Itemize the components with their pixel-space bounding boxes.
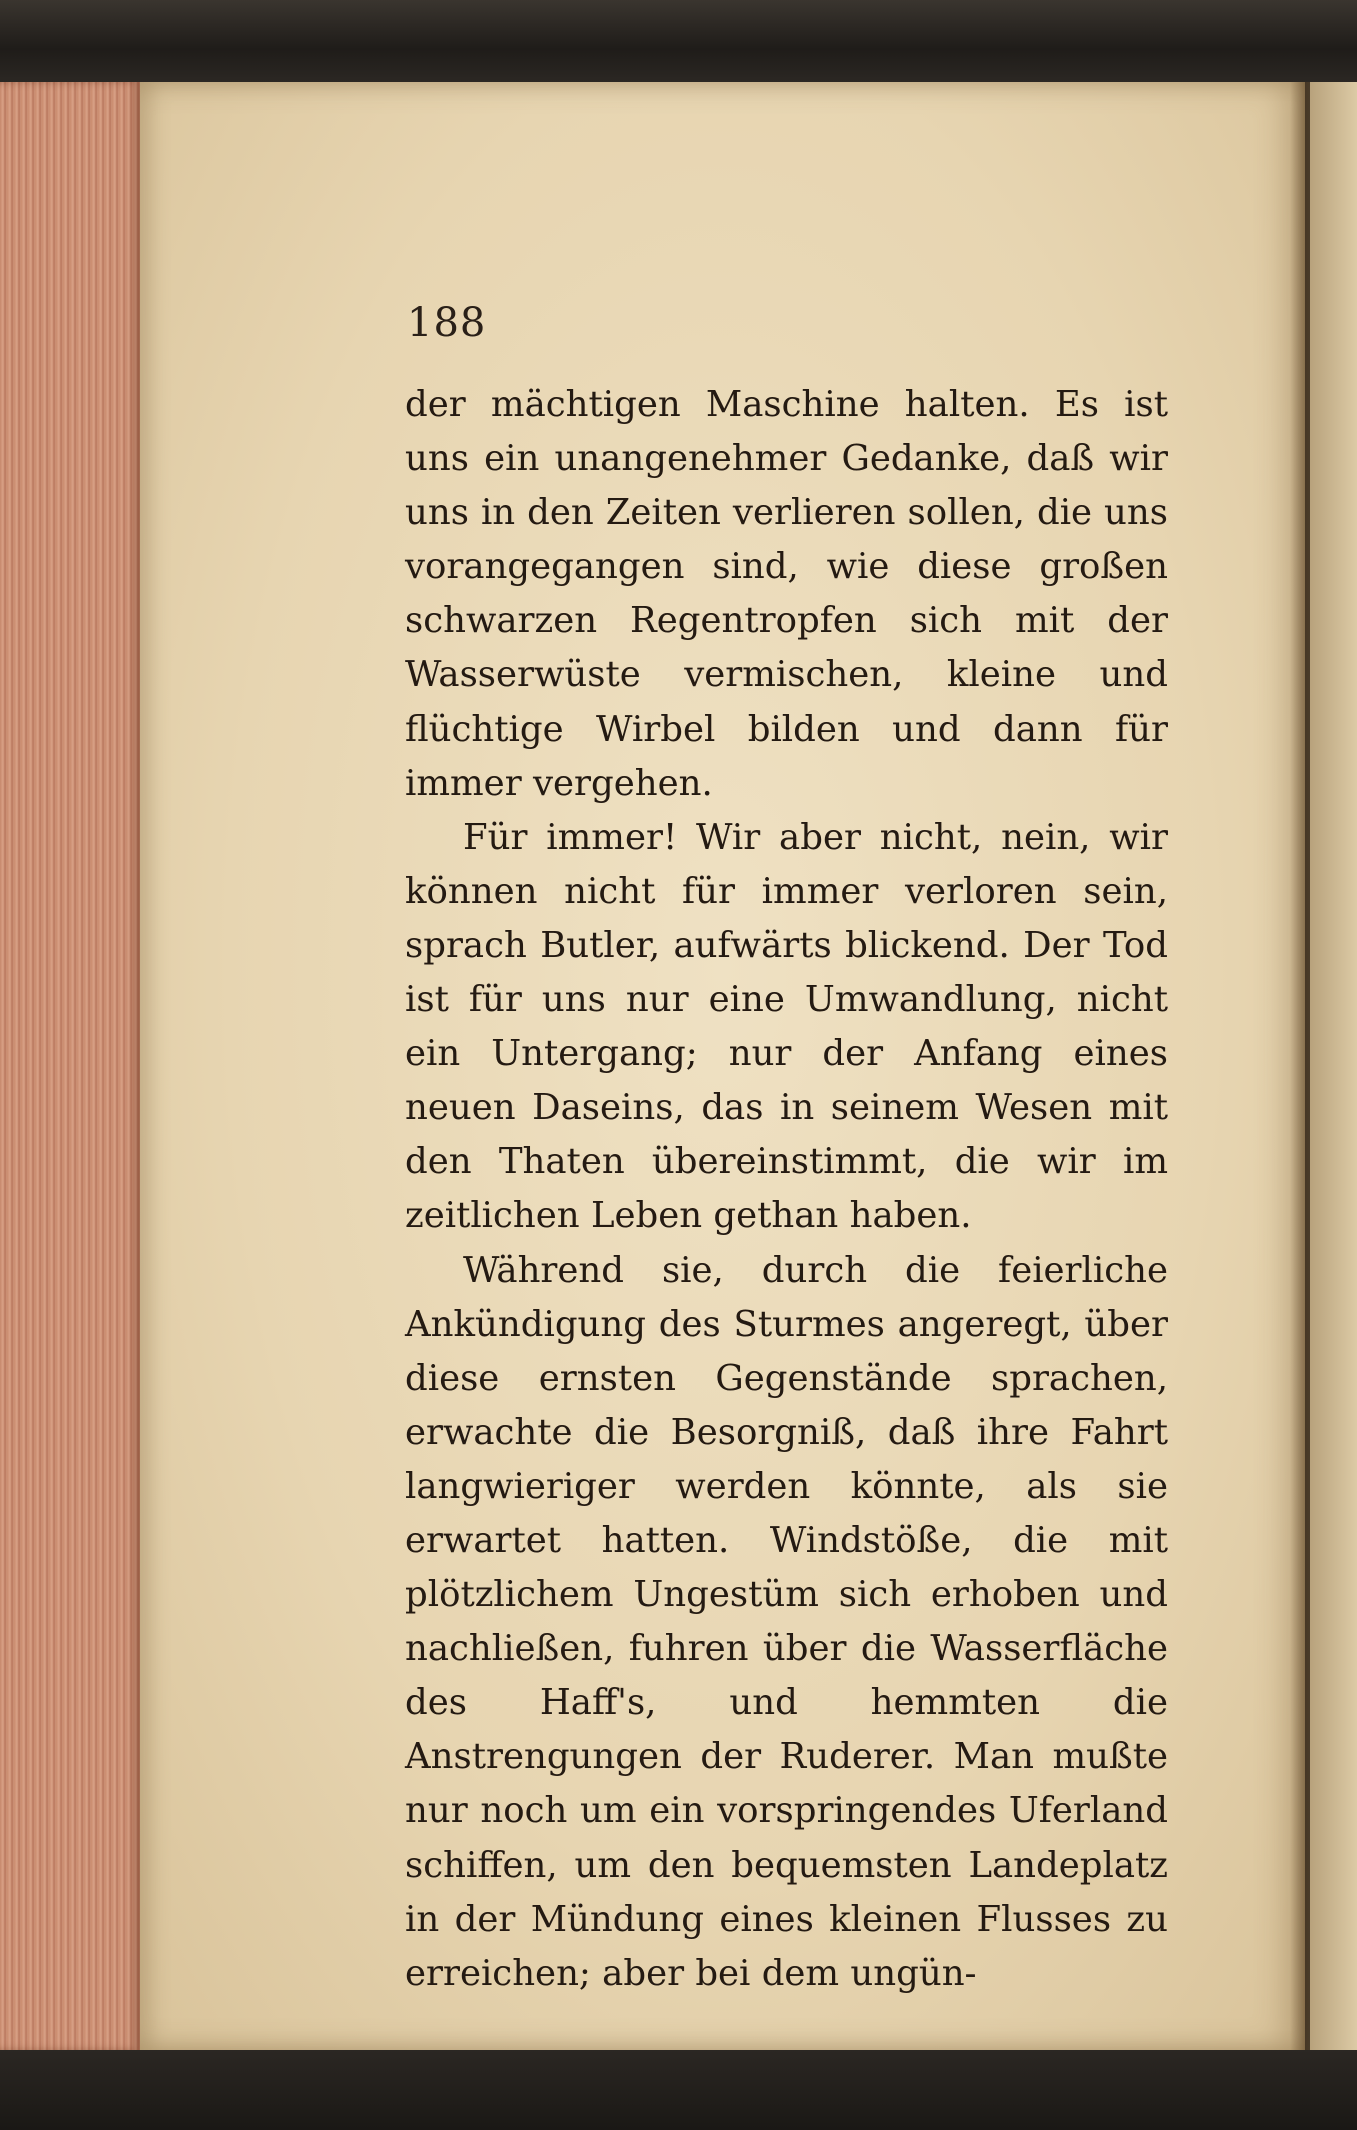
book-cover-bottom: [0, 2050, 1357, 2130]
facing-page-edge: [1310, 82, 1357, 2050]
paragraph-3: Während sie, durch die feierliche Ankündigung des Sturmes angeregt, über diese ernsten Gegenstände sprachen, erwachte die Besorgniß, daß ihre Fahrt langwieriger werden könnte, als sie erwartet hatten. Windstöße, die mit plötzlichem Ungestüm sich erhoben und nachließen, fuhren über die Wasserfläche des Haff's, und hemmten die Anstrengungen der Ruderer. Man mußte nur noch um ein vorspringendes Uferland schiffen, um den bequemsten Landeplatz in der Mündung eines kleinen Flusses zu erreichen; aber bei dem ungün-: [405, 1249, 1168, 1994]
page-number: 188: [407, 300, 487, 346]
page-edges: [0, 82, 140, 2050]
paragraph-2: Für immer! Wir aber nicht, nein, wir können nicht für immer verloren sein, sprach Butler, aufwärts blickend. Der Tod ist für uns nur eine Umwandlung, nicht ein Untergang; nur der Anfang eines neuen Daseins, das in seinem Wesen mit den Thaten übereinstimmt, die wir im zeitlichen Leben gethan haben.: [405, 816, 1168, 1237]
book-cover-top: [0, 0, 1357, 82]
page-text: [405, 378, 1168, 2001]
paragraph-1: der mächtigen Maschine halten. Es ist uns ein unangenehmer Gedanke, daß wir uns in den Zeiten verlieren sollen, die uns vorangegangen sind, wie diese großen schwarzen Regentropfen sich mit der Wasserwüste vermischen, kleine und flüchtige Wirbel bilden und dann für immer vergehen.: [405, 384, 1168, 804]
